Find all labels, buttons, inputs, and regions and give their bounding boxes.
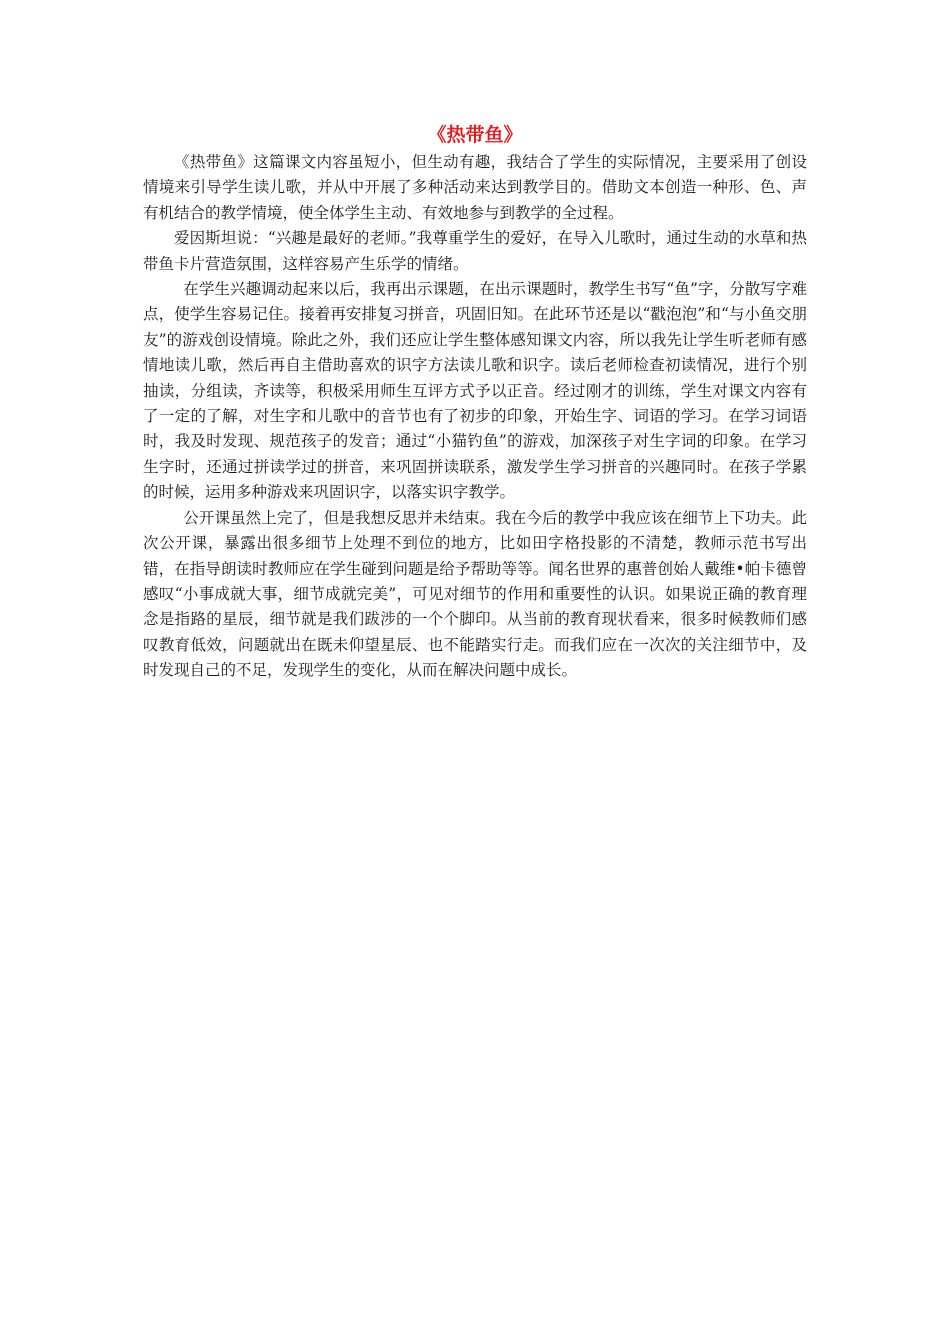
paragraph-intro: 《热带鱼》这篇课文内容虽短小，但生动有趣，我结合了学生的实际情况，主要采用了创设情境来引导学生读儿歌，并从中开展了多种活动来达到教学目的。借助文本创造一种形、色、声有机结合的教学情境，使全体学生主动、有效地参与到教学的全过程。 — [143, 153, 807, 222]
paragraph-einstein-quote: 爱因斯坦说：“兴趣是最好的老师。”我尊重学生的爱好，在导入儿歌时，通过生动的水草和热带鱼卡片营造氛围，这样容易产生乐学的情绪。 — [143, 229, 807, 273]
document-title: 《热带鱼》 — [427, 124, 523, 146]
document-body — [143, 120, 807, 684]
paragraph-lesson-process: 在学生兴趣调动起来以后，我再出示课题，在出示课题时，教学生书写“鱼”字，分散写字难点，使学生容易记住。接着再安排复习拼音，巩固旧知。在此环节还是以“戳泡泡”和“与小鱼交朋友”的游戏创设情境。除此之外，我们还应让学生整体感知课文内容，所以我先让学生听老师有感情地读儿歌，然后再自主借助喜欢的识字方法读儿歌和识字。读后老师检查初读情况，进行个别抽读，分组读，齐读等，积极采用师生互评方式予以正音。经过刚才的训练，学生对课文内容有了一定的了解，对生字和儿歌中的音节也有了初步的印象，开始生字、词语的学习。在学习词语时，我及时发现、规范孩子的发音；通过“小猫钓鱼”的游戏，加深孩子对生字词的印象。在学习生字时，还通过拼读学过的拼音，来巩固拼读联系，激发学生学习拼音的兴趣同时。在孩子学累的时候，运用多种游戏来巩固识字，以落实识字教学。 — [143, 280, 807, 502]
paragraph-reflection: 公开课虽然上完了，但是我想反思并未结束。我在今后的教学中我应该在细节上下功夫。此次公开课，暴露出很多细节上处理不到位的地方，比如田字格投影的不清楚，教师示范书写出错，在指导朗读时教师应在学生碰到问题是给予帮助等等。闻名世界的惠普创始人戴维•帕卡德曾感叹“小事成就大事，细节成就完美”，可见对细节的作用和重要性的认识。如果说正确的教育理念是指路的星辰，细节就是我们跋涉的一个个脚印。从当前的教育现状看来，很多时候教师们感叹教育低效，问题就出在既未仰望星辰、也不能踏实行走。而我们应在一次次的关注细节中，及时发现自己的不足，发现学生的变化，从而在解决问题中成长。 — [143, 508, 807, 680]
